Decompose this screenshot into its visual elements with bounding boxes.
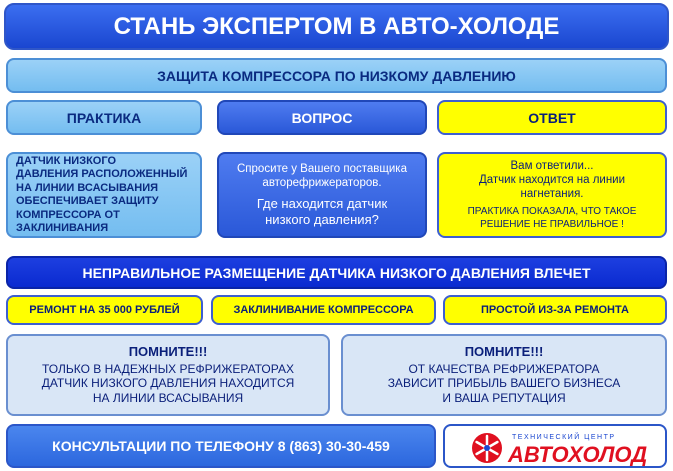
question-line: авторефрижераторов.: [262, 177, 382, 189]
snowflake-icon: [472, 433, 502, 463]
remember-line: ДАТЧИК НИЗКОГО ДАВЛЕНИЯ НАХОДИТСЯ: [41, 376, 295, 390]
question-line: низкого давления?: [265, 212, 379, 227]
practice-line: КОМПРЕССОРА ОТ: [16, 208, 120, 221]
question-line: Спросите у Вашего поставщика: [237, 163, 407, 175]
consequence-downtime: ПРОСТОЙ ИЗ-ЗА РЕМОНТА: [443, 295, 667, 325]
remember-title: ПОМНИТЕ!!!: [464, 344, 544, 359]
answer-line: Датчик находится на линии: [478, 174, 626, 186]
remember-card-1: [6, 334, 330, 416]
remember-line: НА ЛИНИИ ВСАСЫВАНИЯ: [92, 390, 244, 405]
answer-line: РЕШЕНИЕ НЕ ПРАВИЛЬНОЕ !: [480, 219, 624, 230]
question-card: [217, 152, 427, 238]
answer-line: ПРАКТИКА ПОКАЗАЛА, ЧТО ТАКОЕ: [467, 206, 637, 217]
practice-line: ЗАКЛИНИВАНИЯ: [16, 222, 109, 234]
phone-consultation-banner: КОНСУЛЬТАЦИИ ПО ТЕЛЕФОНУ 8 (863) 30-30-459: [6, 424, 436, 468]
logo-box: [443, 424, 667, 468]
practice-line: ДАТЧИК НИЗКОГО: [16, 154, 117, 167]
autoholod-logo: [470, 428, 650, 466]
page-title: СТАНЬ ЭКСПЕРТОМ В АВТО-ХОЛОДЕ: [4, 3, 669, 50]
remember-line: ТОЛЬКО В НАДЕЖНЫХ РЕФРИЖЕРАТОРАХ: [42, 361, 294, 376]
practice-line: ДАВЛЕНИЯ РАСПОЛОЖЕННЫЙ: [16, 168, 188, 180]
remember-line: И ВАША РЕПУТАЦИЯ: [442, 390, 566, 405]
section-subtitle: ЗАЩИТА КОМПРЕССОРА ПО НИЗКОМУ ДАВЛЕНИЮ: [6, 58, 667, 93]
practice-line: НА ЛИНИИ ВСАСЫВАНИЯ: [16, 181, 159, 194]
remember-line: ЗАВИСИТ ПРИБЫЛЬ ВАШЕГО БИЗНЕСА: [387, 376, 621, 390]
logo-tagline: ТЕХНИЧЕСКИЙ ЦЕНТР: [512, 434, 616, 441]
question-line: Где находится датчик: [256, 196, 388, 211]
consequence-compressor-seizure: ЗАКЛИНИВАНИЕ КОМПРЕССОРА: [211, 295, 436, 325]
answer-card: [437, 152, 667, 238]
consequence-repair-cost: РЕМОНТ НА 35 000 РУБЛЕЙ: [6, 295, 203, 325]
remember-line: ОТ КАЧЕСТВА РЕФРИЖЕРАТОРА: [408, 361, 600, 376]
remember-title: ПОМНИТЕ!!!: [128, 344, 208, 359]
practice-card: [6, 152, 202, 238]
practice-line: ОБЕСПЕЧИВАЕТ ЗАЩИТУ: [16, 195, 159, 207]
remember-card-2: [341, 334, 667, 416]
answer-line: нагнетания.: [520, 188, 584, 200]
header-practice: ПРАКТИКА: [6, 100, 202, 135]
header-answer: ОТВЕТ: [437, 100, 667, 135]
logo-name: АВТОХОЛОД: [508, 442, 648, 466]
practice-text: [16, 155, 187, 236]
answer-line: Вам ответили...: [510, 160, 594, 172]
header-question: ВОПРОС: [217, 100, 427, 135]
wrong-placement-banner: НЕПРАВИЛЬНОЕ РАЗМЕЩЕНИЕ ДАТЧИКА НИЗКОГО ДАВЛЕНИЯ ВЛЕЧЕТ: [6, 256, 667, 289]
